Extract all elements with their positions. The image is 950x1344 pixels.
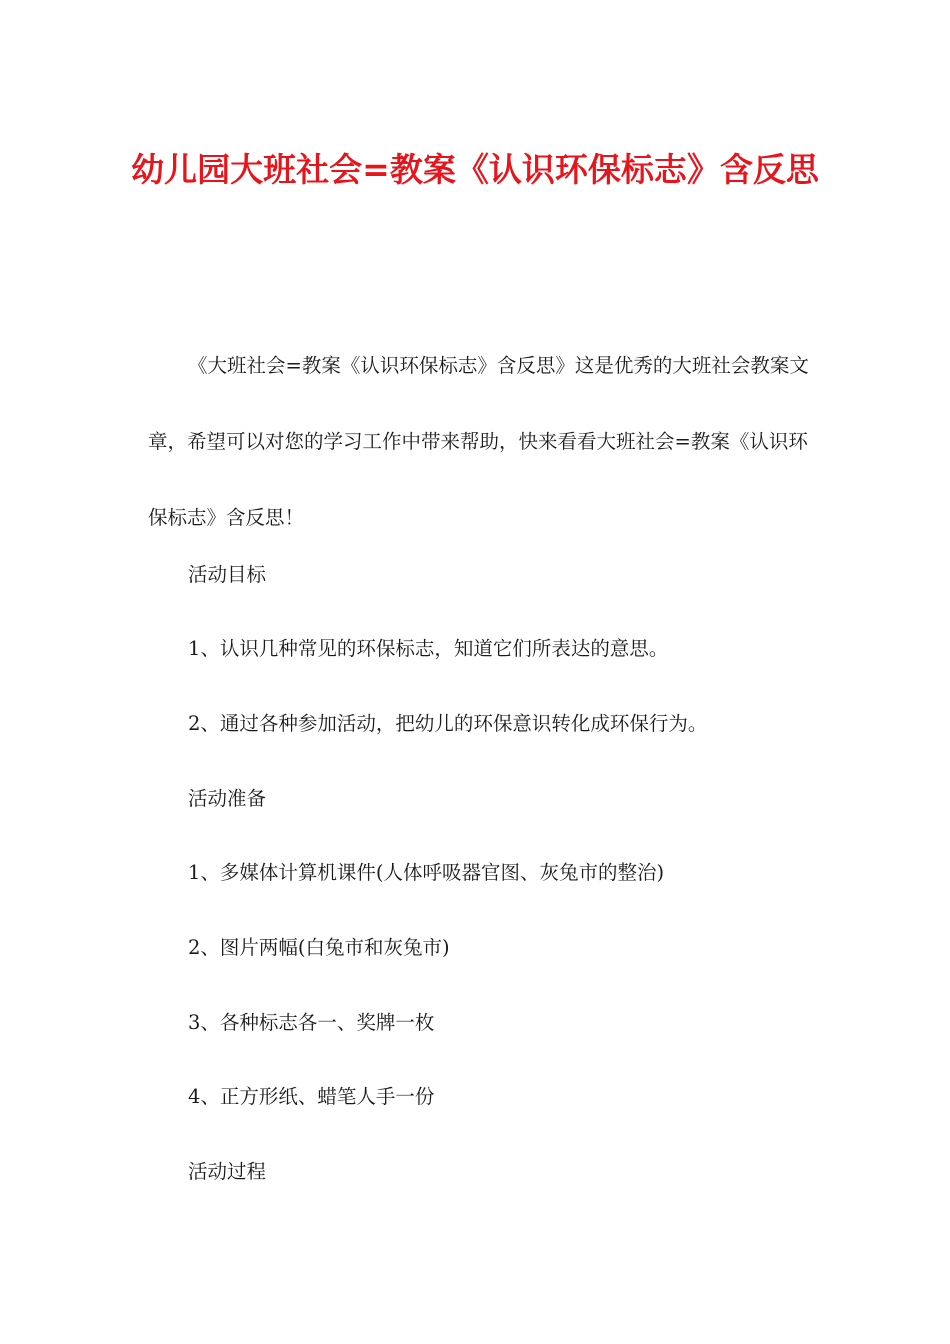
goal-item-1: 1、认识几种常见的环保标志，知道它们所表达的意思。 [188, 637, 669, 660]
goal-item-2: 2、通过各种参加活动，把幼儿的环保意识转化成环保行为。 [188, 712, 708, 735]
preparation-item-4: 4、正方形纸、蜡笔人手一份 [188, 1085, 435, 1108]
section-heading-preparation: 活动准备 [188, 787, 267, 810]
section-heading-goals: 活动目标 [188, 563, 267, 586]
preparation-item-2: 2、图片两幅(白兔市和灰兔市) [188, 936, 450, 959]
preparation-item-3: 3、各种标志各一、奖牌一枚 [188, 1011, 435, 1034]
section-heading-process: 活动过程 [188, 1160, 267, 1183]
document-title: 幼儿园大班社会=教案《认识环保标志》含反思 [131, 150, 819, 189]
preparation-item-1: 1、多媒体计算机课件(人体呼吸器官图、灰兔市的整治) [188, 861, 665, 884]
intro-paragraph: 《大班社会=教案《认识环保标志》含反思》这是优秀的大班社会教案文章，希望可以对您的学习工作中带来帮助，快来看看大班社会=教案《认识环保标志》含反思！ [148, 354, 809, 529]
